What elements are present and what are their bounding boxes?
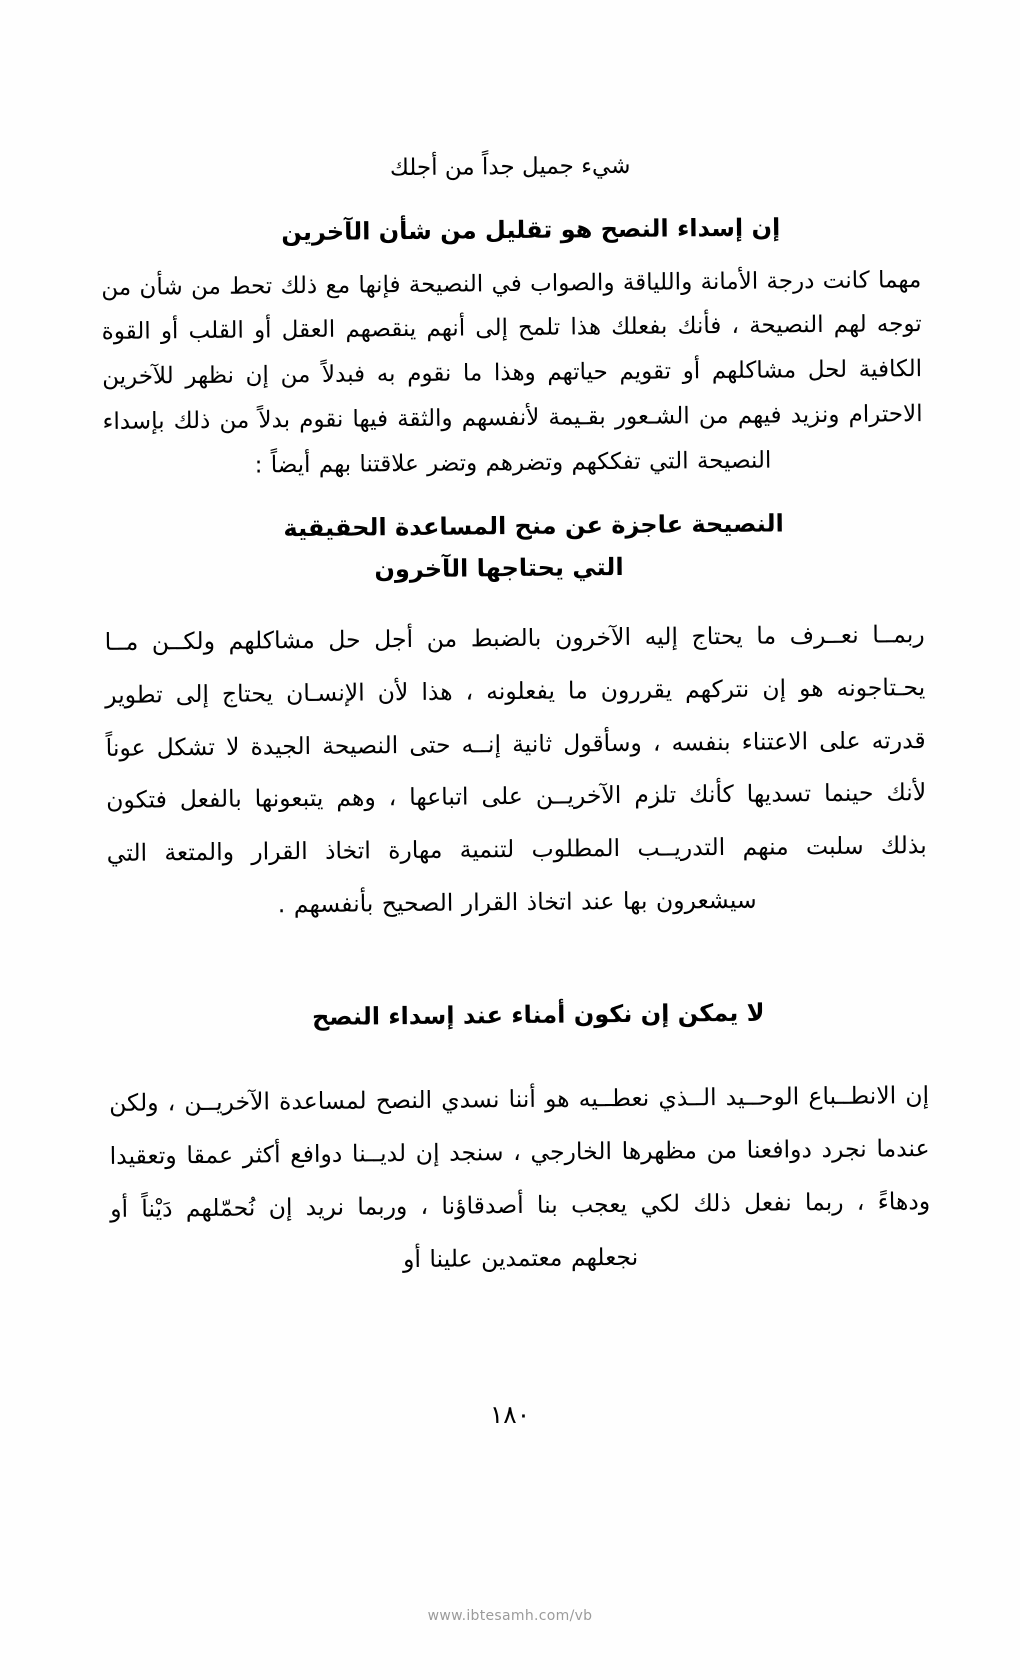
opening-line: شيء جميل جداً من أجلك (389, 152, 631, 182)
page-text-column (100, 146, 931, 1310)
section-two-heading-line-2: التي يحتاجها الآخرون (374, 552, 624, 584)
section-three-paragraph: إن الانطــباع الوحــيد الــذي نعطــيه هو أننا نسدي النصح لمساعدة الآخريــن ، ولكن عندما نجرد دوافعنا من مظهرها الخارجي ، سنجد إن لديــنا دوافع أكثر عمقا وتعقيدا ودهاءً ، ربما نفعل ذلك لكي يعجب بنا أصدقاؤنا ، وربما نريد إن نُحمّلهم دَيْناً أو نجعلهم معتمدين علينا أو (108, 1081, 931, 1273)
section-two-heading-line-1: النصيحة عاجزة عن منح المساعدة الحقيقية (283, 509, 784, 543)
section-two-paragraph: ربمــا نعــرف ما يحتاج إليه الآخرون بالضبط من أجل حل مشاكلهم ولكــن مــا يحـتاجونه هو إن نتركهم يقررون ما يفعلونه ، هذا لأن الإنسـان يحتاج إلى تطوير قدرته على الاعتناء بنفسه ، وسأقول ثانية إنــه حتى النصيحة الجيدة لا تشكل عوناً لأنك حينما تسديها كأنك تلزم الآخريــن على اتباعها ، وهم يتبعونها بالفعل فتكون بذلك سلبت منهم التدريــب المطلوب لتنمية مهارة اتخاذ القرار والمتعة التي سيشعرون بها عند اتخاذ القرار الصحيح بأنفسهم . (104, 619, 927, 919)
section-three-heading: لا يمكن إن نكون أمناء عند إسداء النصح (311, 998, 765, 1032)
section-one-paragraph: مهما كانت درجة الأمانة واللياقة والصواب في النصيحة فإنها مع ذلك تحط من شأن من توجه لهم النصيحة ، فأنك بفعلك هذا تلمح إلى أنهم ينقصهم العقل أو القلب أو القوة الكافية لحل مشاكلهم أو تقويم حياتهم وهذا ما نقوم به فبدلاً من إن نظهر للآخرين الاحترام ونزيد فيهم من الشـعور بقـيمة لأنفسهم والثقة فيها نقوم بدلاً من ذلك بإسداء النصيحة التي تفككهم وتضرهم وتضر علاقتنا بهم أيضاً : (101, 266, 923, 479)
site-watermark: www.ibtesamh.com/vb (427, 1608, 593, 1624)
page-number: ١٨٠ (489, 1400, 531, 1429)
section-gap (108, 947, 928, 1001)
section-one-heading: إن إسداء النصح هو تقليل من شأن الآخرين (281, 213, 781, 246)
